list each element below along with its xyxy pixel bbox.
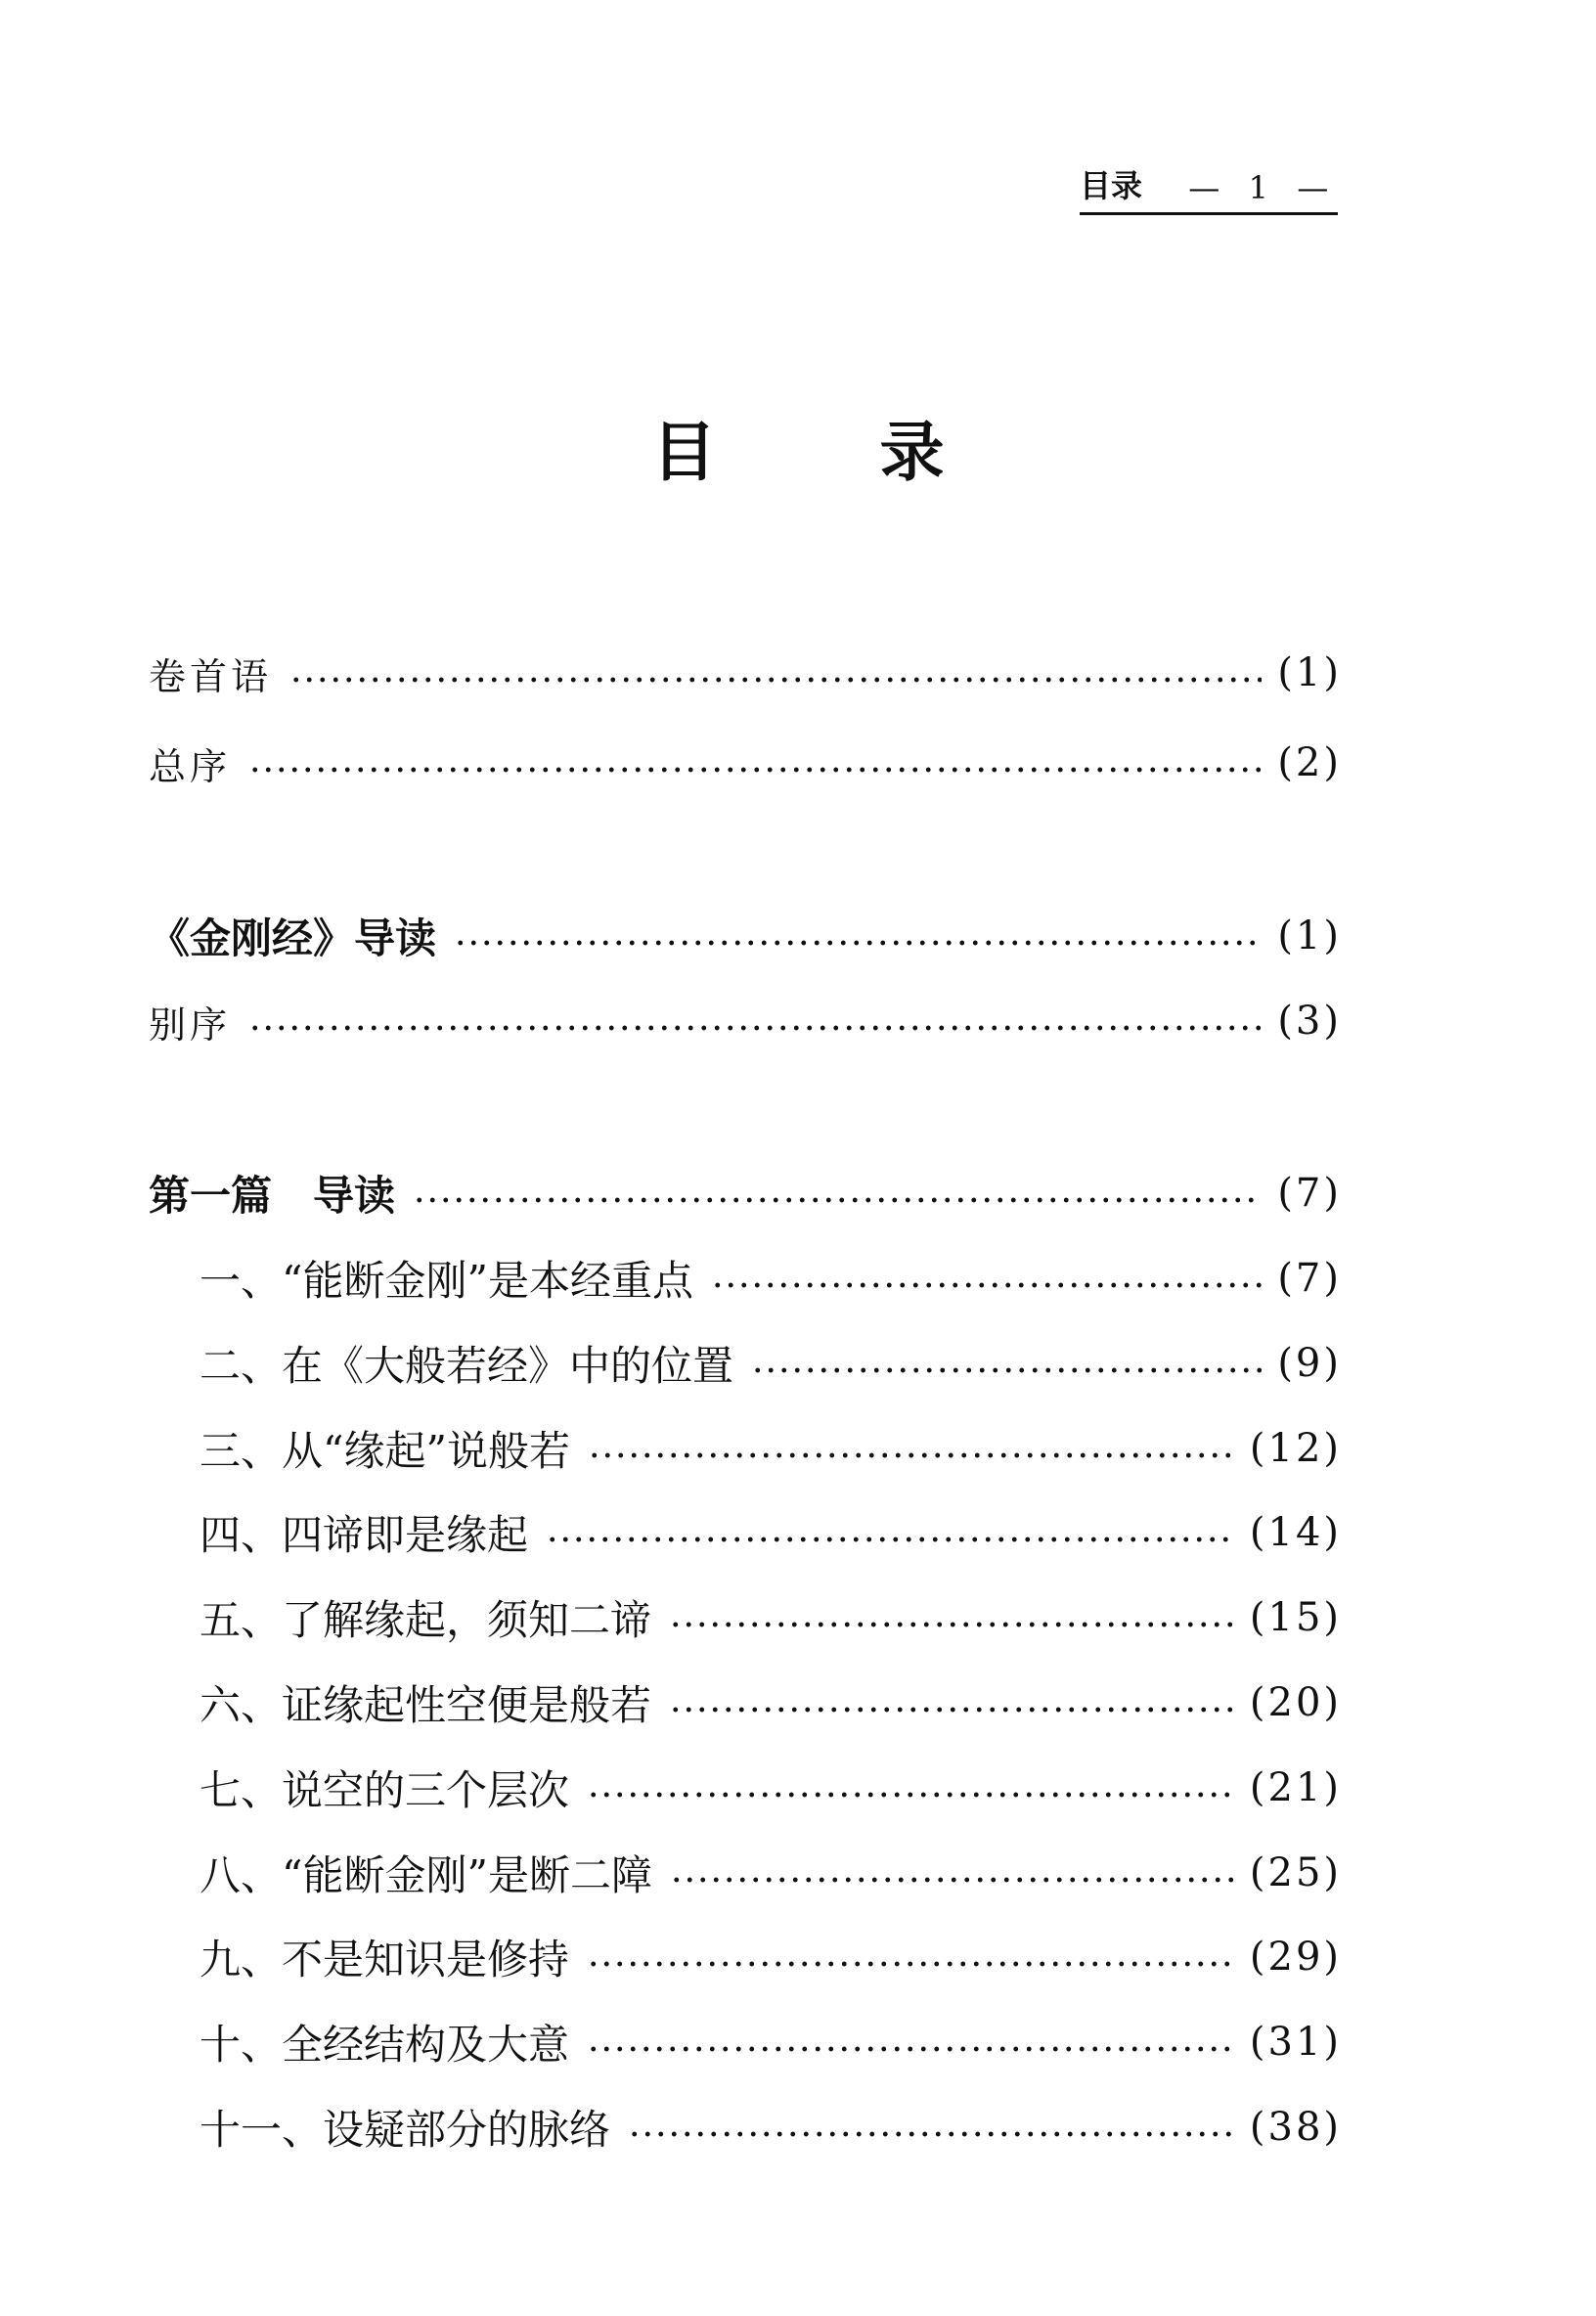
dot-leader [669, 1707, 1234, 1713]
toc-entry-section[interactable] [200, 1928, 1342, 1986]
toc-entry-label: 《金刚经》导读 [149, 914, 437, 962]
toc-entry-page: (31) [1249, 2020, 1342, 2065]
toc-entry-label: 九、不是知识是修持 [200, 1936, 570, 1983]
dot-leader [751, 1367, 1262, 1373]
toc-entry-label: 五、了解缘起，须知二谛 [200, 1596, 652, 1644]
toc-entry-page: (2) [1277, 740, 1342, 785]
toc-entry-page: (1) [1277, 650, 1342, 695]
toc-entry-page: (7) [1277, 1256, 1342, 1301]
toc-entry-general-preface[interactable] [149, 734, 1342, 792]
toc-entry-section[interactable] [200, 1844, 1342, 1902]
toc-entry-label: 卷首语 [149, 654, 273, 698]
dot-leader [670, 1877, 1234, 1883]
toc-entry-page: (9) [1277, 1341, 1342, 1386]
toc-entry-label: 三、从“缘起”说般若 [200, 1427, 570, 1475]
dot-leader [587, 1792, 1234, 1798]
toc-entry-section[interactable] [200, 1588, 1342, 1647]
toc-entry-page: (3) [1277, 999, 1342, 1044]
toc-entry-page: (25) [1249, 1850, 1342, 1895]
toc-entry-section[interactable] [200, 1673, 1342, 1732]
toc-entry-section[interactable] [200, 1419, 1342, 1478]
toc-entry-label: 八、“能断金刚”是断二障 [200, 1851, 652, 1899]
toc-entry-chapter-1[interactable] [149, 1164, 1342, 1223]
toc-entry-section[interactable] [200, 1249, 1342, 1308]
toc-entry-label: 十一、设疑部分的脉络 [200, 2106, 611, 2154]
dot-leader [248, 767, 1262, 773]
toc-entry-page: (1) [1277, 913, 1342, 958]
toc-entry-label: 四、四谛即是缘起 [200, 1511, 529, 1559]
toc-entry-page: (20) [1249, 1680, 1342, 1725]
toc-entry-guide[interactable] [149, 907, 1342, 965]
toc-entry-section[interactable] [200, 1334, 1342, 1393]
dot-leader [628, 2131, 1234, 2137]
toc-entry-page: (12) [1249, 1426, 1342, 1471]
toc-entry-special-preface[interactable] [149, 992, 1342, 1050]
toc-entry-preface[interactable] [149, 644, 1342, 702]
dot-leader [588, 1452, 1234, 1458]
toc-entry-page: (21) [1249, 1765, 1342, 1810]
toc-entry-label: 第一篇 导读 [149, 1172, 396, 1220]
dot-leader [587, 1961, 1234, 1967]
dot-leader [289, 677, 1262, 683]
running-head-page-number: — 1 — [1188, 169, 1338, 206]
dot-leader [711, 1282, 1262, 1288]
dot-leader [546, 1537, 1234, 1542]
toc-entry-section[interactable] [200, 1503, 1342, 1562]
toc-entry-section[interactable] [200, 1759, 1342, 1817]
running-head-label: 目录 [1080, 167, 1143, 204]
toc-entry-label: 别序 [149, 1002, 232, 1047]
toc-entry-label: 七、说空的三个层次 [200, 1766, 570, 1814]
toc-entry-label: 六、证缘起性空便是般若 [200, 1681, 652, 1729]
toc-entry-page: (15) [1249, 1595, 1342, 1640]
toc-entry-page: (14) [1249, 1510, 1342, 1555]
dot-leader [587, 2046, 1234, 2052]
toc-entry-page: (29) [1249, 1935, 1342, 1980]
toc-entry-label: 十、全经结构及大意 [200, 2021, 570, 2069]
running-head [1080, 168, 1338, 215]
toc-entry-page: (7) [1277, 1171, 1342, 1216]
dot-leader [248, 1025, 1262, 1031]
toc-entry-section[interactable] [200, 2098, 1342, 2157]
toc-entry-label: 总序 [149, 744, 232, 788]
toc-entry-page: (38) [1249, 2105, 1342, 2150]
toc-entry-label: 一、“能断金刚”是本经重点 [200, 1257, 693, 1305]
dot-leader [454, 940, 1262, 946]
dot-leader [669, 1622, 1234, 1627]
dot-leader [413, 1197, 1262, 1203]
toc-entry-label: 二、在《大般若经》中的位置 [200, 1342, 734, 1390]
toc-entry-section[interactable] [200, 2013, 1342, 2071]
page-title: 目 录 [651, 415, 1015, 490]
